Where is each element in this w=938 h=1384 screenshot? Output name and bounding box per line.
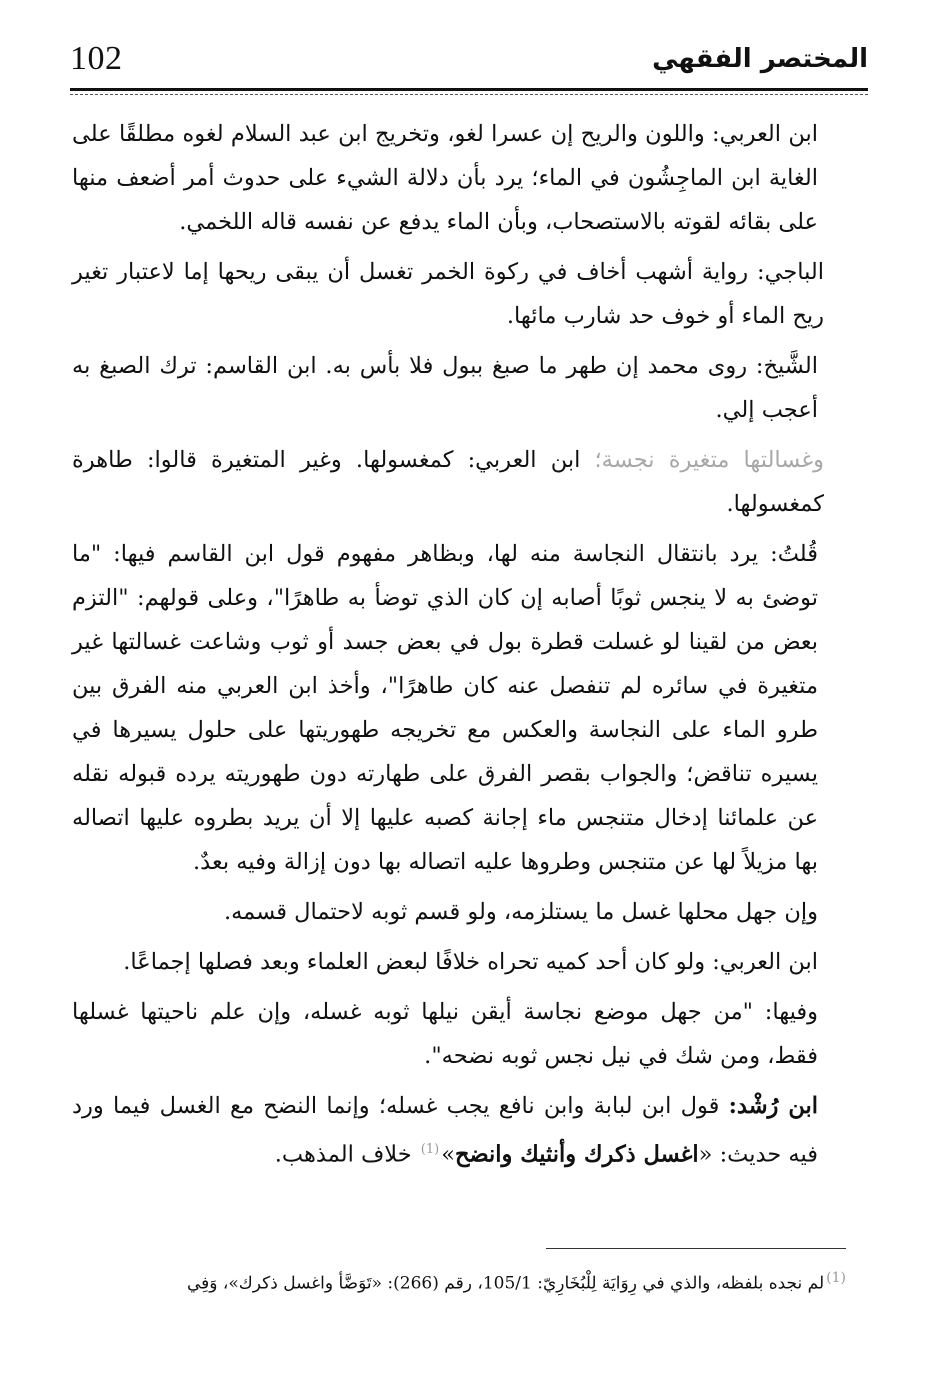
footnote-marker: (1) <box>826 1270 846 1286</box>
header-rule <box>70 88 868 95</box>
speaker-name: ابن رُشْد: <box>728 1093 818 1119</box>
footnote-text: لم نجده بلفظه، والذي في رِوَايَة لِلْبُخَارِيّ: 105/1، رقم (266): «تَوَضَّأ واغسل ذكرك»، وَفِي <box>186 1273 825 1294</box>
footnote <box>72 1262 846 1300</box>
footnote-reference[interactable]: (1) <box>420 1142 440 1157</box>
paragraph-text: خلاف المذهب. <box>274 1141 419 1168</box>
paragraph: الشَّيخ: روى محمد إن طهر ما صبغ ببول فلا بأس به. ابن القاسم: ترك الصبغ به أعجب إلي. <box>72 353 818 423</box>
main-text <box>72 112 846 1183</box>
paragraph: قُلتُ: يرد بانتقال النجاسة منه لها، وبظاهر مفهوم قول ابن القاسم فيها: "ما توضئ به لا ينجس ثوبًا أصابه إن كان الذي توضأ به طاهرًا"، وعلى قولهم: "التزم بعض من لقينا لو غسلت قطرة بول في بعض جسد أو ثوب وشاعت غسالتها غير متغيرة في سائره لم تنفصل عنه كان طاهرًا"، وأخذ ابن العربي منه الفرق بين طرو الماء على النجاسة والعكس مع تخريجه طهوريتها على حلول يسيرها في يسيره تناقض؛ والجواب بقصر الفرق على طهارته دون طهوريته يرده قبوله نقله عن علمائنا إدخال متنجس ماء إجانة كصبه عليها إلا أن يريد بطروه عليها اتصاله بها مزيلاً لها عن متنجس وطروها عليه اتصاله بها دون إزالة وفيه بعدٌ. <box>72 541 818 875</box>
paragraph-text: » <box>441 1141 455 1168</box>
paragraph: الباجي: رواية أشهب أخاف في ركوة الخمر تغسل أن يبقى ريحها إما لاعتبار تغير ريح الماء أو خوف حد شارب مائها. <box>72 259 824 329</box>
paragraph: ابن العربي: ولو كان أحد كميه تحراه خلافًا لبعض العلماء وبعد فصلها إجماعًا. <box>123 949 818 975</box>
faded-text: وغسالتها متغيرة نجسة؛ <box>594 447 824 473</box>
paragraph: ابن العربي: واللون والريح إن عسرا لغو، وتخريج ابن عبد السلام لغوه مطلقًا على الغاية ابن الماجِشُون في الماء؛ يرد بأن دلالة الشيء على حدوث أمر أضعف منها على بقائه لقوته بالاستصحاب، وبأن الماء يدفع عن نفسه قاله اللخمي. <box>72 121 818 235</box>
paragraph-text: ابن العربي: كمغسولها. وغير المتغيرة قالوا: طاهرة كمغسولها. <box>72 447 824 517</box>
page-number: 102 <box>70 40 123 77</box>
page-header <box>70 38 868 94</box>
footnote-rule <box>546 1248 846 1249</box>
paragraph <box>72 1084 846 1177</box>
paragraph: وإن جهل محلها غسل ما يستلزمه، ولو قسم ثوبه لاحتمال قسمه. <box>223 899 818 925</box>
running-title: المختصر الفقهي <box>652 44 868 74</box>
paragraph-text: قول ابن لبابة وابن نافع يجب غسله؛ وإنما النضح مع الغسل فيما ورد فيه حديث: « <box>72 1093 818 1168</box>
paragraph: وفيها: "من جهل موضع نجاسة أيقن نيلها ثوبه غسله، وإن علم ناحيتها غسلها فقط، ومن شك في نيل نجس ثوبه نضحه". <box>72 999 818 1069</box>
hadith-quote: اغسل ذكرك وأنثيك وانضح <box>455 1141 699 1168</box>
paragraph <box>72 438 846 526</box>
